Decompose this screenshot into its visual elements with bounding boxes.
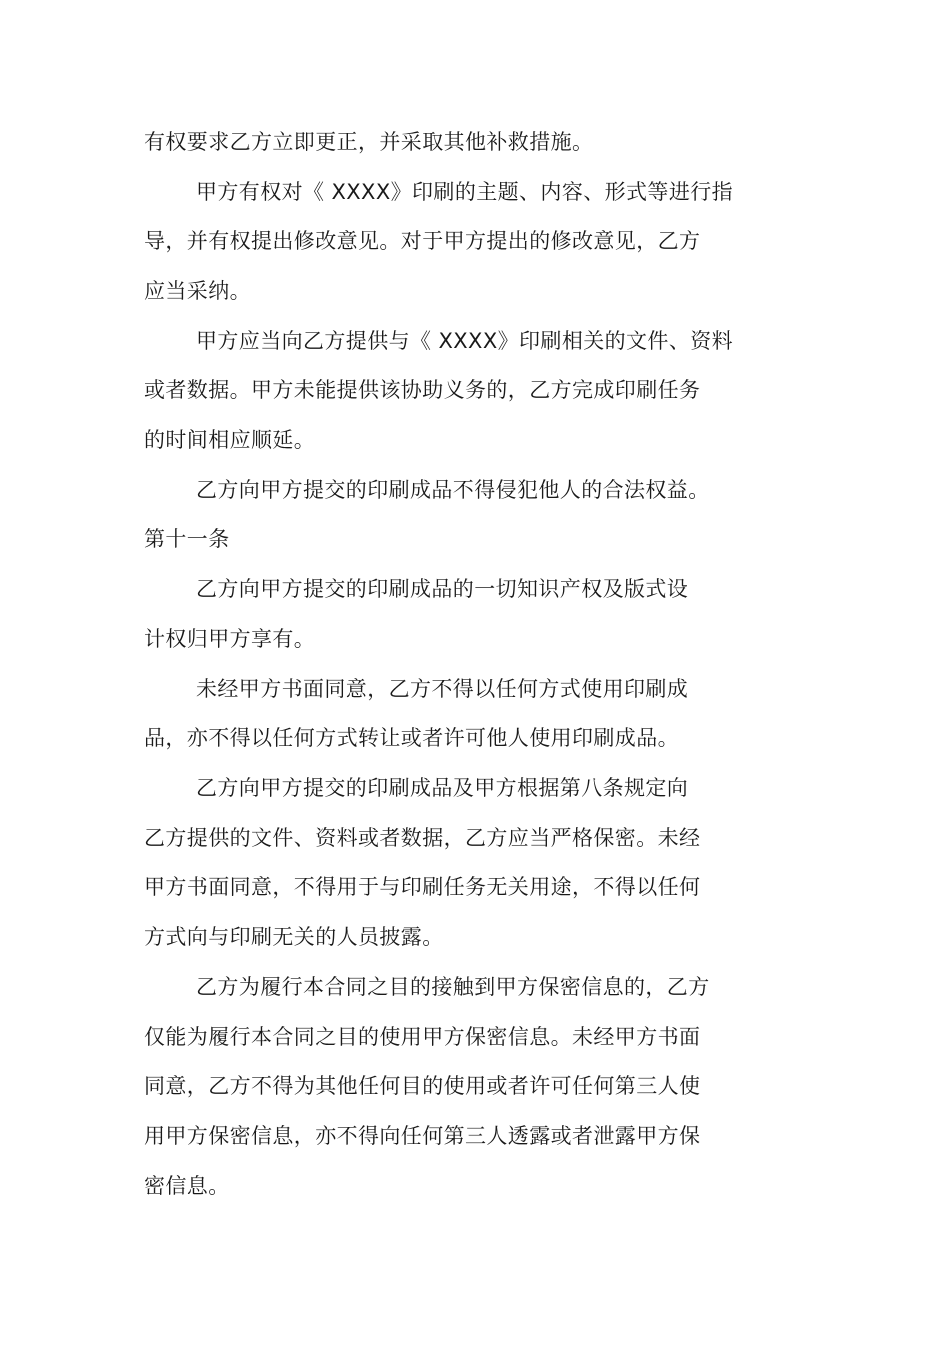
- section-heading: 第十一条: [144, 527, 230, 551]
- text-line: 品，亦不得以任何方式转让或者许可他人使用印刷成品。: [144, 726, 679, 750]
- text-line: 计权归甲方享有。: [144, 627, 316, 651]
- text-line: 同意，乙方不得为其他任何目的使用或者许可任何第三人使: [144, 1074, 701, 1098]
- text-line: 乙方提供的文件、资料或者数据，乙方应当严格保密。未经: [144, 826, 701, 850]
- text-line: 用甲方保密信息，亦不得向任何第三人透露或者泄露甲方保: [144, 1124, 701, 1148]
- text-line: 密信息。: [144, 1174, 230, 1198]
- text-line: 乙方向甲方提交的印刷成品及甲方根据第八条规定向: [196, 776, 689, 800]
- text-line: 方式向与印刷无关的人员披露。: [144, 925, 444, 949]
- text-line: 的时间相应顺延。: [144, 428, 316, 452]
- text-line: 乙方为履行本合同之目的接触到甲方保密信息的，乙方: [196, 975, 710, 999]
- text-line: 或者数据。甲方未能提供该协助义务的，乙方完成印刷任务: [144, 378, 701, 402]
- text-line: 应当采纳。: [144, 279, 251, 303]
- text-line: 甲方有权对《 XXXX》印刷的主题、内容、形式等进行指: [196, 180, 734, 204]
- text-line: 有权要求乙方立即更正，并采取其他补救措施。: [144, 130, 594, 154]
- text-line: 未经甲方书面同意，乙方不得以任何方式使用印刷成: [196, 677, 689, 701]
- text-line: 导，并有权提出修改意见。对于甲方提出的修改意见，乙方: [144, 229, 701, 253]
- text-line: 仅能为履行本合同之目的使用甲方保密信息。未经甲方书面: [144, 1025, 701, 1049]
- text-line: 乙方向甲方提交的印刷成品不得侵犯他人的合法权益。: [196, 478, 710, 502]
- text-line: 甲方应当向乙方提供与《 XXXX》印刷相关的文件、资料: [196, 329, 734, 353]
- text-line: 乙方向甲方提交的印刷成品的一切知识产权及版式设: [196, 577, 689, 601]
- text-line: 甲方书面同意，不得用于与印刷任务无关用途，不得以任何: [144, 875, 701, 899]
